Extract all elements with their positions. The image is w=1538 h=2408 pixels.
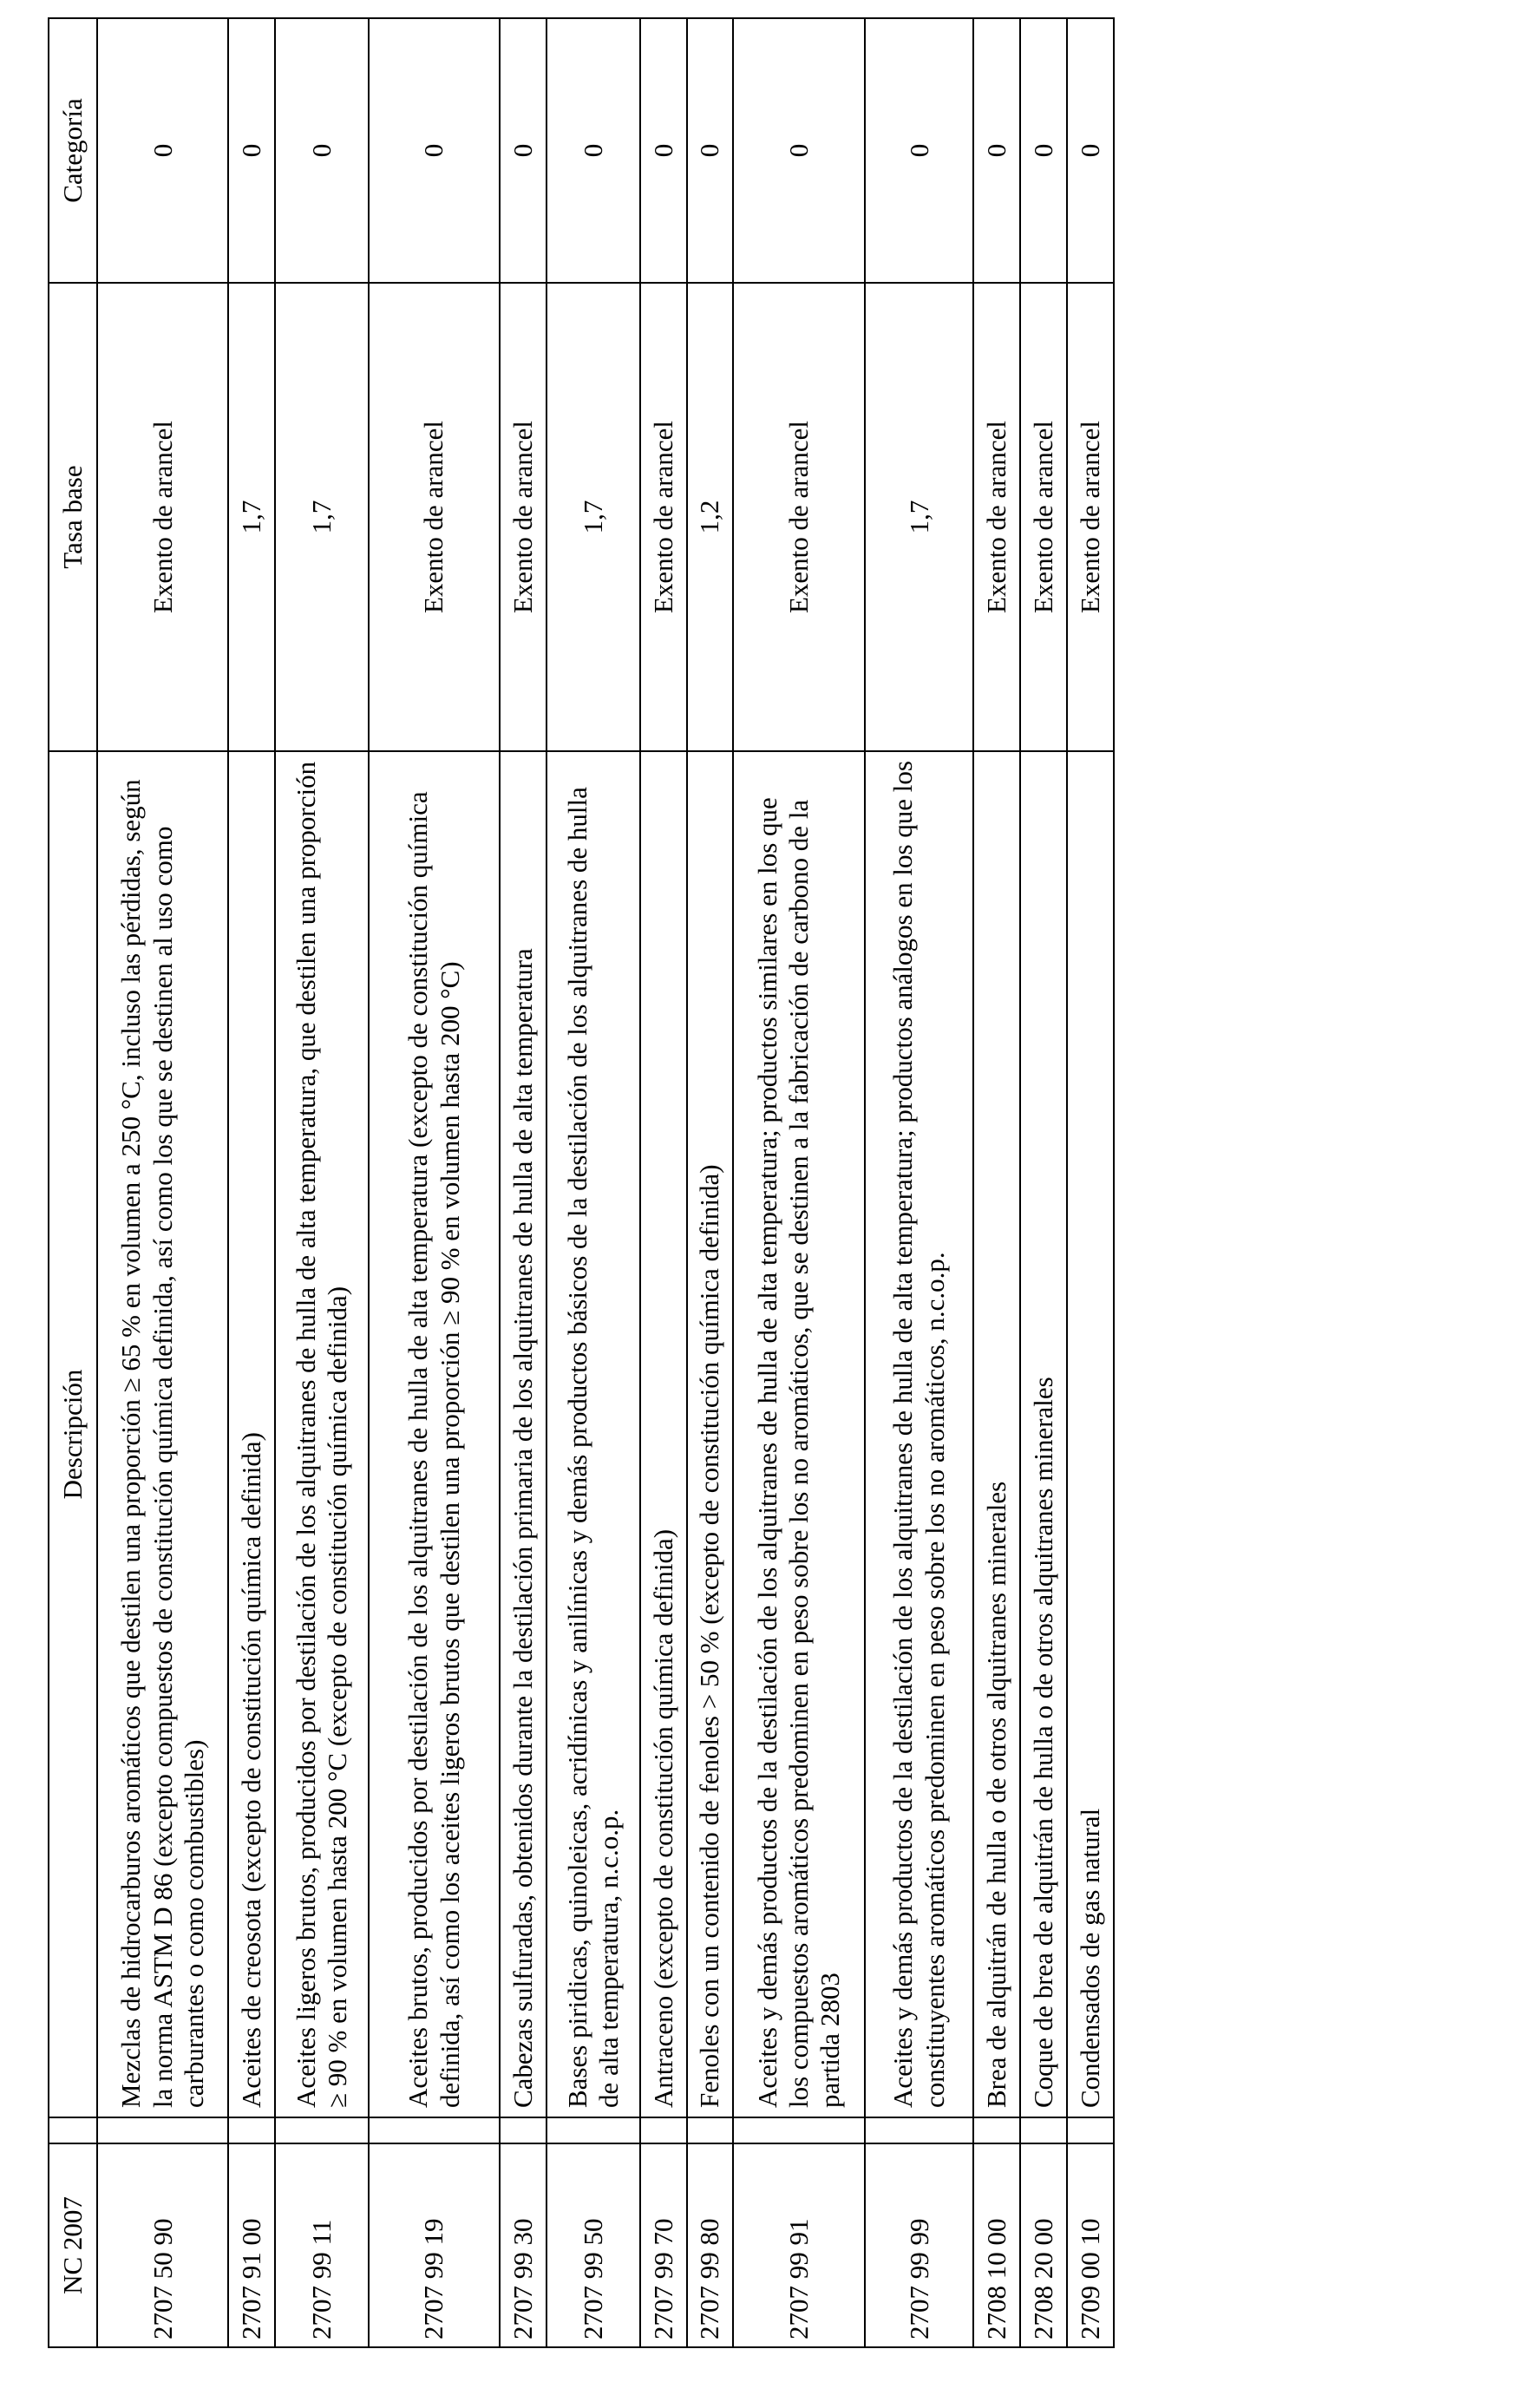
table-row [500,18,546,2347]
table-row [687,18,734,2347]
column-header-gap [49,2117,97,2143]
cell-description: Coque de brea de alquitrán de hulla o de otros alquitranes minerales [1020,751,1067,2117]
cell-code: 2707 99 19 [369,2143,500,2347]
cell-code: 2707 99 91 [733,2143,864,2347]
table-header-row [49,18,97,2347]
column-header-description: Descripción [49,751,97,2117]
cell-category: 0 [500,18,546,283]
tariff-table [48,17,1115,2348]
cell-code: 2707 99 11 [275,2143,369,2347]
cell-code: 2707 99 99 [865,2143,974,2347]
cell-category: 0 [97,18,228,283]
table-row [973,18,1020,2347]
table-row [1067,18,1114,2347]
cell-category: 0 [733,18,864,283]
cell-gap [640,2117,687,2143]
cell-description: Bases piridicas, quinoleicas, acridínicas y anilínicas y demás productos básicos de la destilación de los alquitranes de hulla de alta temperatura, n.c.o.p. [546,751,640,2117]
cell-code: 2709 00 10 [1067,2143,1114,2347]
cell-code: 2707 99 80 [687,2143,734,2347]
table-row [1020,18,1067,2347]
cell-rate: 1,7 [228,283,275,751]
cell-description: Aceites y demás productos de la destilación de los alquitranes de hulla de alta temperatura; productos análogos en los que los constituyentes aromáticos predominen en peso sobre los no aromáticos, n.c.o.p. [865,751,974,2117]
cell-gap [687,2117,734,2143]
cell-gap [97,2117,228,2143]
cell-category: 0 [546,18,640,283]
cell-description: Aceites ligeros brutos, producidos por destilación de los alquitranes de hulla de alta temperatura, que destilen una proporción ≥ 90 % en volumen hasta 200 °C (excepto de constitución química definida) [275,751,369,2117]
cell-code: 2707 99 50 [546,2143,640,2347]
cell-category: 0 [369,18,500,283]
cell-rate: Exento de arancel [733,283,864,751]
cell-description: Brea de alquitrán de hulla o de otros alquitranes minerales [973,751,1020,2117]
cell-description: Mezclas de hidrocarburos aromáticos que destilen una proporción ≥ 65 % en volumen a 250 °C, incluso las pérdidas, según la norma ASTM D 86 (excepto compuestos de constitución química definida, así como los que se destinen al uso como carburantes o como combustibles) [97,751,228,2117]
cell-rate: 1,7 [865,283,974,751]
table-row [369,18,500,2347]
cell-gap [733,2117,864,2143]
rotated-table-frame [48,19,1115,2348]
table-row [733,18,864,2347]
cell-rate: Exento de arancel [640,283,687,751]
cell-gap [275,2117,369,2143]
cell-category: 0 [1067,18,1114,283]
cell-rate: Exento de arancel [1067,283,1114,751]
cell-gap [865,2117,974,2143]
cell-code: 2708 10 00 [973,2143,1020,2347]
cell-category: 0 [687,18,734,283]
cell-gap [369,2117,500,2143]
column-header-category: Categoría [49,18,97,283]
cell-gap [973,2117,1020,2143]
cell-category: 0 [865,18,974,283]
cell-description: Condensados de gas natural [1067,751,1114,2117]
cell-rate: Exento de arancel [973,283,1020,751]
table-row [546,18,640,2347]
cell-gap [1020,2117,1067,2143]
cell-rate: Exento de arancel [1020,283,1067,751]
rotated-page [48,19,1115,2348]
table-row [228,18,275,2347]
cell-description: Fenoles con un contenido de fenoles > 50 % (excepto de constitución química definida) [687,751,734,2117]
table-row [275,18,369,2347]
cell-rate: 1,7 [275,283,369,751]
cell-description: Aceites de creosota (excepto de constitución química definida) [228,751,275,2117]
cell-gap [546,2117,640,2143]
cell-description: Aceites brutos, producidos por destilación de los alquitranes de hulla de alta temperatura (excepto de constitución química definida, así como los aceites ligeros brutos que destilen una proporción ≥ 90 % en volumen hasta 200 °C) [369,751,500,2117]
table-row [865,18,974,2347]
cell-gap [1067,2117,1114,2143]
cell-category: 0 [275,18,369,283]
column-header-rate: Tasa base [49,283,97,751]
cell-code: 2707 99 70 [640,2143,687,2347]
cell-category: 0 [1020,18,1067,283]
cell-category: 0 [228,18,275,283]
cell-code: 2707 99 30 [500,2143,546,2347]
cell-gap [228,2117,275,2143]
cell-description: Cabezas sulfuradas, obtenidos durante la destilación primaria de los alquitranes de hulla de alta temperatura [500,751,546,2117]
cell-gap [500,2117,546,2143]
cell-description: Antraceno (excepto de constitución química definida) [640,751,687,2117]
cell-rate: 1,7 [546,283,640,751]
cell-code: 2707 91 00 [228,2143,275,2347]
cell-description: Aceites y demás productos de la destilación de los alquitranes de hulla de alta temperatura; productos similares en los que los compuestos aromáticos predominen en peso sobre los no aromáticos, que se destinen a la fabricación de carbono de la partida 2803 [733,751,864,2117]
table-row [97,18,228,2347]
cell-category: 0 [640,18,687,283]
cell-rate: 1,2 [687,283,734,751]
cell-category: 0 [973,18,1020,283]
cell-rate: Exento de arancel [97,283,228,751]
cell-code: 2707 50 90 [97,2143,228,2347]
table-row [640,18,687,2347]
cell-rate: Exento de arancel [369,283,500,751]
cell-code: 2708 20 00 [1020,2143,1067,2347]
cell-rate: Exento de arancel [500,283,546,751]
column-header-code: NC 2007 [49,2143,97,2347]
